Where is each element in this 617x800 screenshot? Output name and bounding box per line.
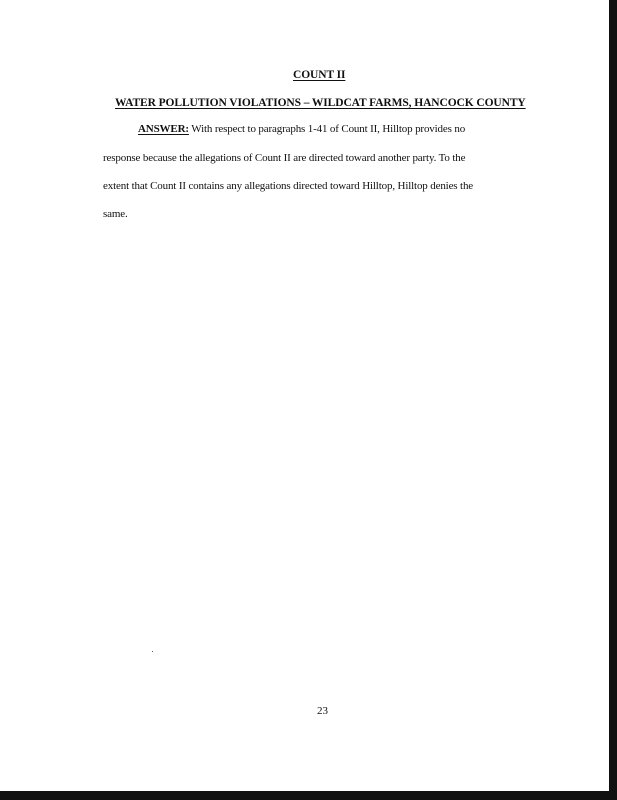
scan-bottom-edge	[0, 791, 617, 800]
section-title: COUNT II	[293, 69, 346, 81]
answer-paragraph-line-2: response because the allegations of Count II are directed toward another party. To the	[103, 152, 466, 164]
answer-paragraph-line-3: extent that Count II contains any allegations directed toward Hilltop, Hilltop denies the	[103, 180, 474, 192]
scan-speck	[152, 651, 153, 652]
scan-right-edge	[609, 0, 617, 800]
answer-paragraph-line-4: same.	[103, 208, 128, 220]
answer-line-text: With respect to paragraphs 1-41 of Count II, Hilltop provides no	[188, 123, 466, 135]
page-number: 23	[317, 705, 328, 717]
answer-paragraph-line-1	[138, 122, 465, 136]
section-subtitle: WATER POLLUTION VIOLATIONS – WILDCAT FARMS, HANCOCK COUNTY	[115, 97, 526, 109]
answer-label: ANSWER:	[138, 123, 189, 135]
